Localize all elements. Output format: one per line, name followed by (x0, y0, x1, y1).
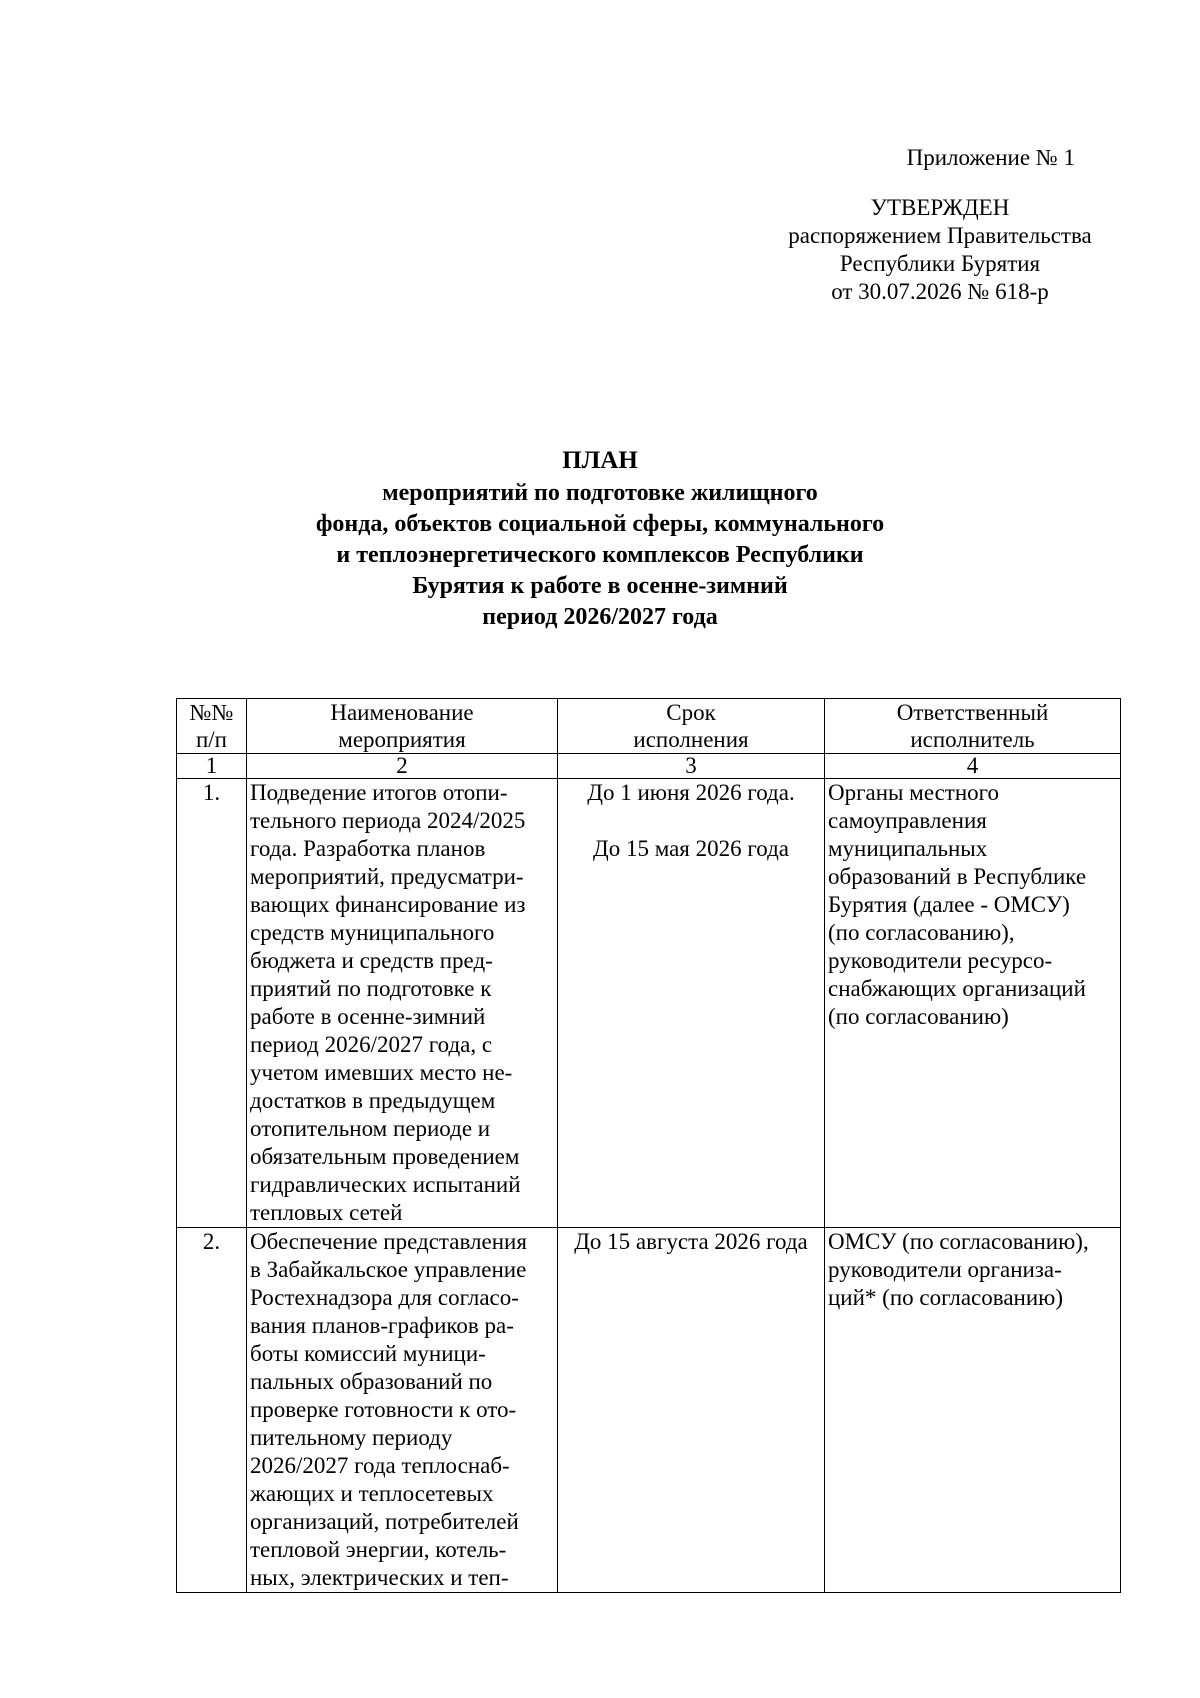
row-number: 1. (177, 779, 247, 1228)
approved-label: УТВЕРЖДЕН (870, 195, 1010, 220)
title-line: Бурятия к работе в осенне-зимний (412, 573, 788, 599)
title-line: период 2026/2027 года (482, 604, 718, 630)
header-number: №№ п/п (177, 699, 247, 754)
column-number: 1 (177, 754, 247, 779)
header-name: Наименование мероприятия (247, 699, 558, 754)
column-number-row (177, 754, 1121, 779)
annex-label: Приложение № 1 (906, 145, 1075, 170)
table-row (177, 1228, 1121, 1593)
column-number: 3 (558, 754, 825, 779)
table-header-row (177, 699, 1121, 754)
document-title (0, 445, 1200, 633)
approval-block (740, 144, 1140, 306)
responsible: ОМСУ (по согласованию), руководители организа- ций* (по согласованию) (825, 1228, 1121, 1593)
table-row (177, 779, 1121, 1228)
plan-table (176, 698, 1121, 1593)
responsible: Органы местного самоуправления муниципальных образований в Республике Бурятия (далее - ОМСУ) (по согласованию), руководители ресурсо- снабжающих организаций (по согласованию) (825, 779, 1121, 1228)
activity-name: Обеспечение представления в Забайкальское управление Ростехнадзора для согласо- вания планов-графиков ра- боты комиссий муници- пальных образований по проверке готовности к ото- пительному периоду 2026/2027 года теплоснаб- жающих и теплосетевых организаций, потребителей тепловой энергии, котель- ных, электрических и теп- (247, 1228, 558, 1593)
title-line: мероприятий по подготовке жилищного (382, 480, 818, 506)
approval-date-number: от 30.07.2026 № 618-р (831, 279, 1049, 304)
row-number: 2. (177, 1228, 247, 1593)
column-number: 2 (247, 754, 558, 779)
approved-by-line-1: распоряжением Правительства (788, 223, 1092, 248)
activity-name: Подведение итогов отопи- тельного периода 2024/2025 года. Разработка планов мероприятий, предусматри- вающих финансирование из средств муниципального бюджета и средств пред- приятий по подготовке к работе в осенне-зимний период 2026/2027 года, с учетом имевших место не- достатков в предыдущем отопительном периоде и обязательным проведением гидравлических испытаний тепловых сетей (247, 779, 558, 1228)
approved-by-line-2: Республики Бурятия (839, 251, 1041, 276)
deadline: До 1 июня 2026 года. До 15 мая 2026 года (558, 779, 825, 1228)
header-deadline: Срок исполнения (558, 699, 825, 754)
column-number: 4 (825, 754, 1121, 779)
title-heading: ПЛАН (562, 447, 638, 474)
title-line: и теплоэнергетического комплексов Республики (336, 542, 864, 568)
deadline: До 15 августа 2026 года (558, 1228, 825, 1593)
title-line: фонда, объектов социальной сферы, коммунального (315, 511, 885, 537)
header-responsible: Ответственный исполнитель (825, 699, 1121, 754)
